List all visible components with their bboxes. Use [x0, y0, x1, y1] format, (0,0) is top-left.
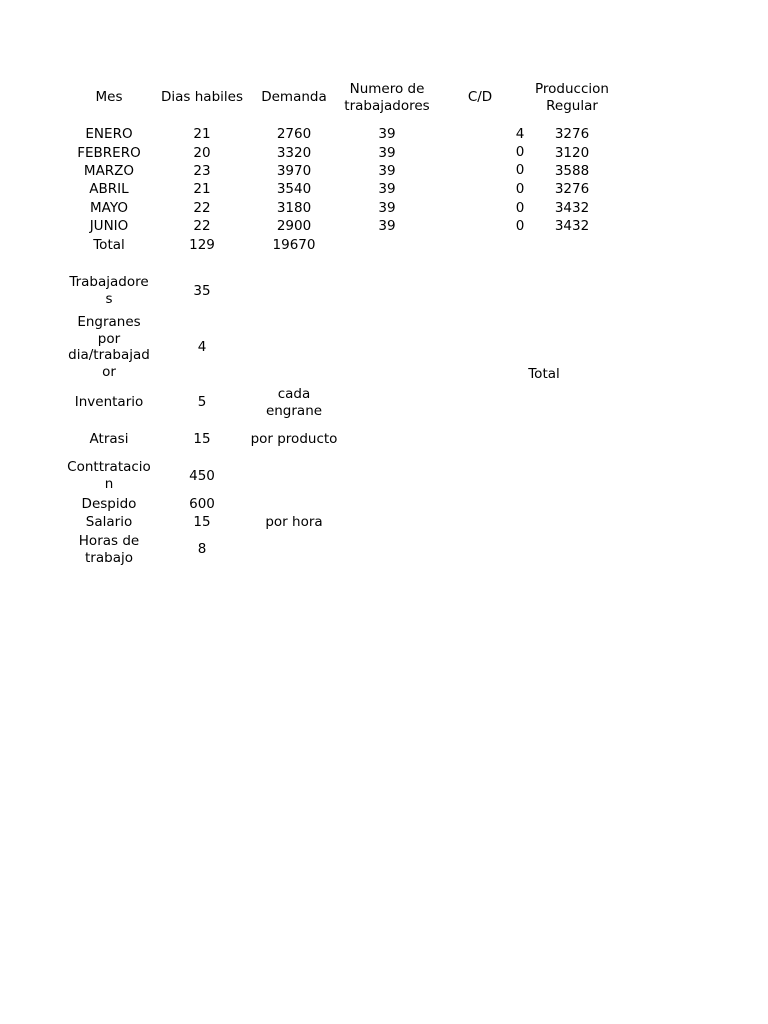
row-dias: 22 — [193, 218, 211, 234]
row-demanda: 3180 — [276, 200, 312, 216]
row-cd: 0 — [515, 218, 525, 234]
row-mes: JUNIO — [89, 218, 129, 234]
header-numero-line1: Numero de — [349, 81, 425, 97]
row-dias: 23 — [193, 163, 211, 179]
param-trabajadores-line1: Trabajadore — [69, 274, 149, 290]
param-atrasi-note: por producto — [250, 431, 338, 447]
param-inventario-value: 5 — [197, 394, 207, 410]
header-demanda: Demanda — [261, 89, 327, 105]
param-atrasi-value: 15 — [193, 431, 211, 447]
param-engranes-line4: or — [102, 363, 116, 380]
row-trabajadores: 39 — [378, 126, 396, 142]
param-inventario-label: Inventario — [74, 394, 144, 410]
param-engranes-line1: Engranes — [77, 314, 141, 330]
row-produccion: 3432 — [554, 200, 590, 216]
row-demanda: 2760 — [276, 126, 312, 142]
header-produccion-line2: Regular — [546, 97, 598, 114]
param-contratacion-label — [62, 459, 156, 492]
row-trabajadores: 39 — [378, 200, 396, 216]
total-label: Total — [93, 237, 125, 253]
row-demanda: 3320 — [276, 145, 312, 161]
header-produccion-line1: Produccion — [535, 81, 609, 97]
row-dias: 20 — [193, 145, 211, 161]
param-trabajadores-value: 35 — [193, 283, 211, 299]
param-inventario-note-line2: engrane — [265, 402, 323, 419]
param-engranes-line2: por — [97, 330, 121, 347]
row-cd: 0 — [515, 162, 525, 178]
row-cd: 4 — [515, 126, 525, 142]
param-inventario-note-line1: cada — [277, 386, 311, 402]
param-salario-label: Salario — [85, 514, 133, 530]
param-horas-value: 8 — [197, 541, 207, 557]
row-trabajadores: 39 — [378, 145, 396, 161]
row-demanda: 3540 — [276, 181, 312, 197]
row-mes: ABRIL — [89, 181, 129, 197]
header-cd: C/D — [467, 89, 493, 105]
param-trabajadores-label — [62, 274, 156, 307]
param-trabajadores-line2: s — [105, 290, 113, 307]
param-inventario-note — [248, 386, 340, 419]
row-dias: 22 — [193, 200, 211, 216]
param-contratacion-line2: n — [104, 475, 114, 492]
row-trabajadores: 39 — [378, 181, 396, 197]
param-horas-line1: Horas de — [78, 533, 140, 549]
header-dias-habiles: Dias habiles — [161, 89, 243, 105]
row-produccion: 3276 — [554, 126, 590, 142]
row-trabajadores: 39 — [378, 218, 396, 234]
total-dias: 129 — [189, 237, 215, 253]
row-cd: 0 — [515, 144, 525, 160]
param-horas-line2: trabajo — [85, 549, 133, 566]
row-cd: 0 — [515, 200, 525, 216]
param-despido-value: 600 — [189, 496, 215, 512]
row-cd: 0 — [515, 181, 525, 197]
row-demanda: 3970 — [276, 163, 312, 179]
header-numero-trabajadores — [340, 81, 434, 114]
param-engranes-label — [62, 314, 156, 380]
param-horas-label — [62, 533, 156, 566]
param-despido-label: Despido — [81, 496, 137, 512]
param-contratacion-line1: Conttratacio — [67, 459, 151, 475]
row-produccion: 3120 — [554, 145, 590, 161]
header-produccion-regular — [526, 81, 618, 114]
param-engranes-value: 4 — [197, 339, 207, 355]
row-demanda: 2900 — [276, 218, 312, 234]
param-atrasi-label: Atrasi — [89, 431, 129, 447]
param-contratacion-value: 450 — [189, 468, 215, 484]
row-mes: ENERO — [85, 126, 133, 142]
row-mes: MAYO — [90, 200, 128, 216]
row-produccion: 3276 — [554, 181, 590, 197]
right-total-label: Total — [528, 366, 560, 382]
row-dias: 21 — [193, 126, 211, 142]
param-engranes-line3: dia/trabajad — [68, 347, 150, 363]
row-dias: 21 — [193, 181, 211, 197]
param-salario-value: 15 — [193, 514, 211, 530]
row-trabajadores: 39 — [378, 163, 396, 179]
row-mes: FEBRERO — [77, 145, 141, 161]
param-salario-note: por hora — [265, 514, 323, 530]
header-mes: Mes — [95, 89, 123, 105]
total-demanda: 19670 — [272, 237, 316, 253]
row-produccion: 3588 — [554, 163, 590, 179]
header-numero-line2: trabajadores — [344, 97, 430, 114]
row-mes: MARZO — [83, 163, 135, 179]
row-produccion: 3432 — [554, 218, 590, 234]
